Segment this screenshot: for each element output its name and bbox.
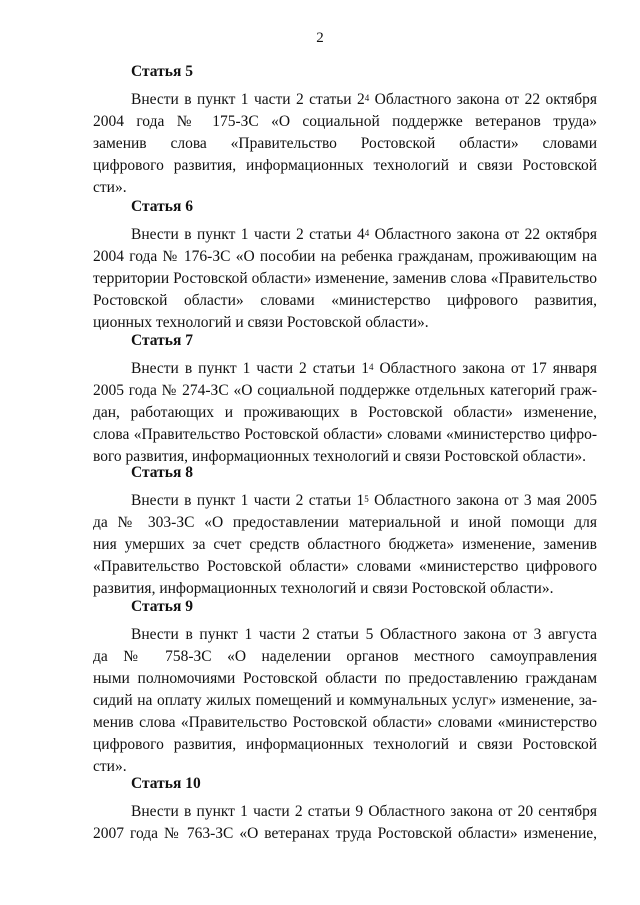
article-paragraph-line: Внести в пункт 1 части 2 статьи $2^4$ Областного закона от 22 октября xyxy=(131,91,597,108)
article-paragraph-line: «Правительство Ростовской области» словами «министерство цифрового xyxy=(93,558,597,575)
article-paragraph-line: сти». xyxy=(93,179,127,196)
article-paragraph-line: цифрового развития, информационных технологий и связи Ростовской xyxy=(93,736,597,753)
article-paragraph-line: Внести в пункт 1 части 2 статьи 9 Областного закона от 20 сентября xyxy=(131,803,597,820)
article-heading: Статья 9 xyxy=(131,598,193,615)
article-paragraph-line: Внести в пункт 1 части 2 статьи $1^4$ Областного закона от 17 января xyxy=(131,360,597,377)
article-heading: Статья 7 xyxy=(131,332,193,349)
article-paragraph-line: менив слова «Правительство Ростовской области» словами «министерство xyxy=(93,714,597,731)
article-heading: Статья 10 xyxy=(131,775,201,792)
article-paragraph-line: Ростовской области» словами «министерство цифрового развития, xyxy=(93,292,597,309)
article-paragraph-line: ния умерших за счет средств областного бюджета» изменение, заменив xyxy=(93,536,597,553)
article-paragraph-line: заменив слова «Правительство Ростовской области» словами xyxy=(93,135,597,152)
article-paragraph-line: сидий на оплату жилых помещений и коммунальных услуг» изменение, за- xyxy=(93,692,597,709)
article-paragraph-line: сти». xyxy=(93,758,127,775)
article-paragraph-line: слова «Правительство Ростовской области» словами «министерство цифро- xyxy=(93,426,597,443)
article-paragraph-line: территории Ростовской области» изменение, заменив слова «Правительство xyxy=(93,270,597,287)
article-heading: Статья 5 xyxy=(131,63,193,80)
article-paragraph-line: 2004 года № 175-ЗС «О социальной поддержке ветеранов труда» xyxy=(93,113,597,130)
article-paragraph-line: да № 303-ЗС «О предоставлении материальной и иной помощи для xyxy=(93,514,597,531)
article-heading: Статья 6 xyxy=(131,198,193,215)
article-paragraph-line: дан, работающих и проживающих в Ростовской области» изменение, xyxy=(93,404,597,421)
article-paragraph-line: 2005 года № 274-ЗС «О социальной поддержке отдельных категорий граж- xyxy=(93,382,597,399)
page-number: 2 xyxy=(316,30,324,46)
article-paragraph-line: 2004 года № 176-ЗС «О пособии на ребенка гражданам, проживающим на xyxy=(93,248,597,265)
article-paragraph-line: ными полномочиями Ростовской области по предоставлению гражданам xyxy=(93,670,597,687)
article-paragraph-line: 2007 года № 763-ЗС «О ветеранах труда Ростовской области» изменение, xyxy=(93,825,597,842)
article-heading: Статья 8 xyxy=(131,464,193,481)
article-paragraph-line: Внести в пункт 1 части 2 статьи $4^4$ Областного закона от 22 октября xyxy=(131,226,597,243)
article-paragraph-line: вого развития, информационных технологий и связи Ростовской области». xyxy=(93,448,587,465)
article-paragraph-line: ционных технологий и связи Ростовской области». xyxy=(93,314,429,331)
article-paragraph-line: развития, информационных технологий и связи Ростовской области». xyxy=(93,580,554,597)
article-paragraph-line: цифрового развития, информационных технологий и связи Ростовской xyxy=(93,157,597,174)
article-paragraph-line: Внести в пункт 1 части 2 статьи 5 Областного закона от 3 августа xyxy=(131,626,597,643)
article-paragraph-line: Внести в пункт 1 части 2 статьи $1^5$ Областного закона от 3 мая 2005 xyxy=(131,492,597,509)
article-paragraph-line: да № 758-ЗС «О наделении органов местного самоуправления xyxy=(93,648,597,665)
